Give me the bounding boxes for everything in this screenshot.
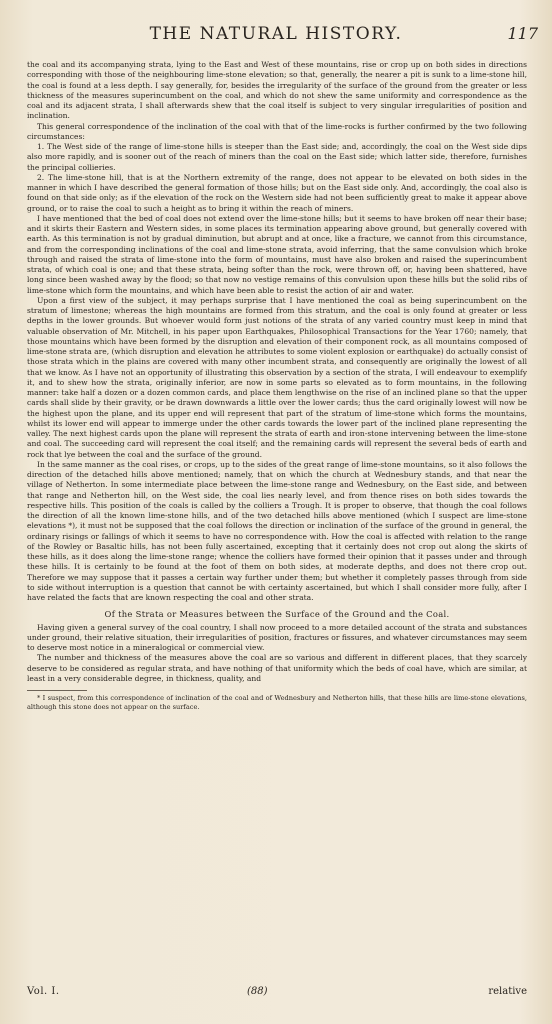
running-head: THE NATURAL HISTORY. [149,24,403,44]
catchword: relative [488,986,527,997]
footnote-divider [27,690,87,691]
signature-mark: (88) [247,986,268,997]
paragraph: This general correspondence of the inclination of the coal with that of the lime-rocks is further confirmed by the two following circumstances: [27,121,527,141]
paragraph: In the same manner as the coal rises, or crops, up to the sides of the great range of lime-stone mountains, so it also follows the direction of the detached hills above mentioned; namely, that on which the church at Wednesbury stands, and that near the village of Netherton. In some intermediate place between the lime-stone range and Wednesbury, on the East side, and between that range and Netherton hill, on the West side, the coal lies nearly level, and from thence rises on both sides towards the respective hills. This position of the coals is called by the colliers a Trough. It is proper to observe, that though the coal follows the direction of all the known lime-stone hills, and of the two detached hills above mentioned (which I suspect are lime-stone elevations *), it must not be supposed that the coal follows the direction or inclination of the surface of the ground in general, the ordinary risings or fallings of which it seems to have no correspondence with. How the coal is affected with relation to the range of the Rowley or Basaltic hills, has not been fully ascertained, excepting that it certainly does not crop out along the skirts of these hills, as it does along the lime-stone range; whence the colliers have formed their opinion that it passes under and through these hills. It is certainly to be found at the foot of them on both sides, at moderate depths, and does not there crop out. Therefore we may suppose that it passes a certain way further under them; but whether it completely passes through from side to side without interruption is a question that cannot be with certainty ascertained, but which I shall consider more fully, after I have related the facts that are known respecting the coal and other strata. [27,459,527,602]
paragraph: Upon a first view of the subject, it may perhaps surprise that I have mentioned the coal as being superincumbent on the stratum of limestone; whereas the high mountains are formed from this stratum, and the coal is only found at greater or less depths in the lower grounds. But whoever would form just notions of the strata of any varied country must keep in mind that valuable observation of Mr. Mitchell, in his paper upon Earthquakes, Philosophical Transactions for the Year 1760; namely, that those mountains which have been formed by the disruption and elevation of their component rock, as all mountains composed of lime-stone strata are, (which disruption and elevation he attributes to some violent explosion or earthquake) do actually consist of those strata which in the plains are covered with many other incumbent strata, and consequently are originally the lowest of all that we know. As I have not an opportunity of illustrating this observation by a section of the strata, I will endeavour to exemplify it, and to shew how the strata, originally inferior, are now in some parts so elevated as to form mountains, in the following manner: take half a dozen or a dozen common cards, and place them lengthwise on the rise of an inclined plane so that the upper cards shall slide by their gravity, or be drawn downwards a little over the lower cards; thus the card originally lowest will now be the highest upon the plane, and its upper end will represent that part of the stratum of lime-stone which forms the mountains, whilst its lower end will appear to immerge under the other cards towards the lower part of the inclined plane representing the valley. The next highest cards upon the plane will represent the strata of earth and iron-stone intervening between the lime-stone and coal. The succeeding card will represent the coal itself; and the remaining cards will represent the several beds of earth and rock that lye between the coal and the surface of the ground. [27,295,527,459]
section-heading: Of the Strata or Measures between the Surface of the Ground and the Coal. [104,609,450,620]
page-header [0,22,552,50]
paragraph: the coal and its accompanying strata, lying to the East and West of these mountains, rise or crop up on both sides in directions corresponding with those of the neighbouring lime-stone elevation; so that, generally, the nearer a pit is sunk to a lime-stone hill, the coal is found at a less depth. I say generally, for, besides the irregularity of the surface of the ground from the greater or less thickness of the measures superincumbent on the coal, and which do not shew the same uniformity and correspondence as the coal and its adjacent strata, I shall afterwards shew that the coal itself is subject to very singular irregularities of position and inclination. [27,60,527,121]
paragraph: I have mentioned that the bed of coal does not extend over the lime-stone hills; but it seems to have broken off near their base; and it skirts their Eastern and Western sides, in some places its termination appearing above ground, but generally covered with earth. As this termination is not by gradual diminution, but abrupt and at once, like a fracture, we cannot from this circumstance, and from the corresponding inclinations of the coal and lime-stone strata, avoid inferring, that the same convulsion which broke through and raised the strata of lime-stone into the form of mountains, must have also broken and raised the superincumbent strata, of which coal is one; and that these strata, being softer than the rock, were thrown off, or, having been shattered, have long since been washed away by the flood; so that now no vestige remains of this convulsion upon these hills but the solid ribs of lime-stone which form the mountains, and which have been able to resist the action of air and water. [27,213,527,295]
footnote: * I suspect, from this correspondence of inclination of the coal and of Wednesbury and Netherton hills, that these hills are lime-stone elevations, although this stone does not appear on the surface. [27,694,527,711]
paragraph: The number and thickness of the measures above the coal are so various and different in different places, that they scarcely deserve to be considered as regular strata, and have nothing of that uniformity which the beds of coal have, which are similar, at least in a very considerable degree, in thickness, quality, and [27,653,527,683]
paragraph: 2. The lime-stone hill, that is at the Northern extremity of the range, does not appear to be elevated on both sides in the manner in which I have described the general formation of those hills; but on the East side only. And, accordingly, the coal also is found on that side only; as if the elevation of the rock on the Western side had not been sufficiently great to make it appear above ground, or to raise the coal to such a height as to bring it within the reach of miners. [27,172,527,213]
page-footer [27,986,527,1002]
paragraph: 1. The West side of the range of lime-stone hills is steeper than the East side; and, accordingly, the coal on the West side dips also more rapidly, and is sooner out of the reach of miners than the coal on the East side; which latter side, therefore, furnishes the principal collieries. [27,142,527,172]
paragraph: Having given a general survey of the coal country, I shall now proceed to a more detailed account of the strata and substances under ground, their relative situation, their irregularities of position, fractures or fissures, and whatever circumstances may seem to deserve most notice in a mineralogical or commercial view. [27,622,527,652]
volume-label: Vol. I. [27,986,60,997]
page-body [27,60,527,711]
page-number: 117 [507,24,538,43]
